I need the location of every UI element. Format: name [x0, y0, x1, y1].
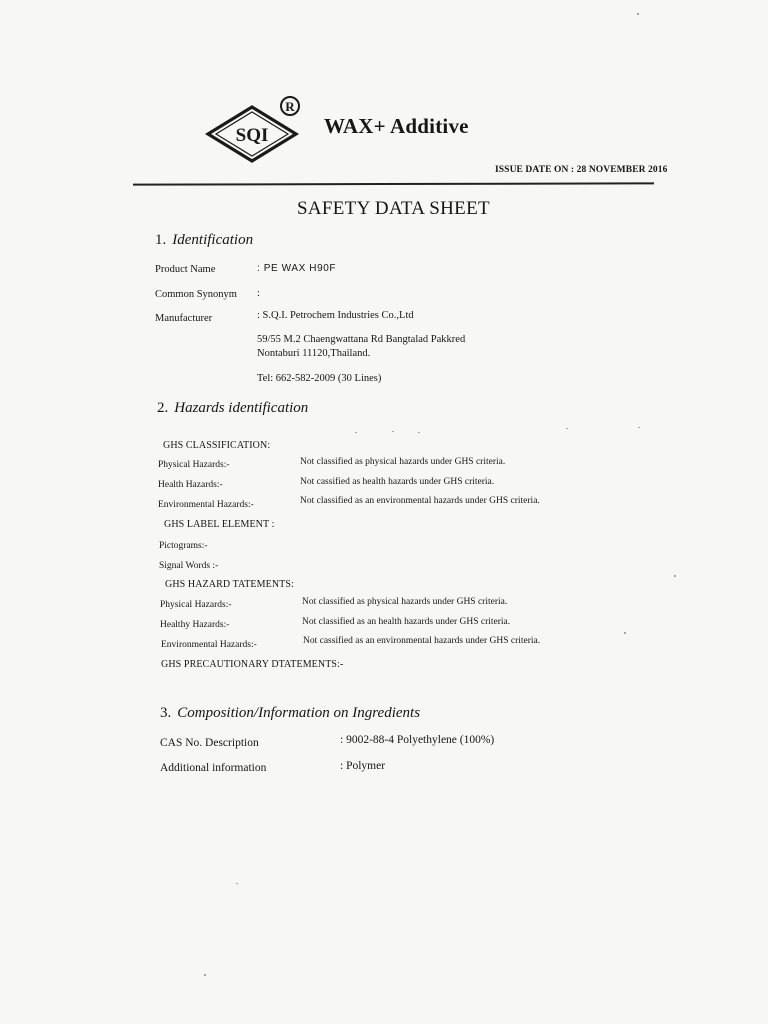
statement-environmental-label: Environmental Hazards:-	[161, 640, 257, 650]
classification-environmental-label: Environmental Hazards:-	[158, 500, 254, 510]
registered-mark: R	[285, 99, 295, 114]
address-line-2: Nontaburi 11120,Thailand.	[257, 348, 371, 359]
brand-name: WAX+ Additive	[324, 114, 469, 138]
scan-speck	[638, 427, 640, 428]
scan-speck	[566, 428, 568, 429]
scan-speck	[355, 432, 357, 433]
classification-physical-value: Not classified as physical hazards under GHS criteria.	[300, 457, 506, 467]
signal-words-label: Signal Words :-	[159, 561, 219, 571]
issue-date: ISSUE DATE ON : 28 NOVEMBER 2016	[495, 165, 668, 175]
cas-number-label: CAS No. Description	[160, 737, 259, 749]
scan-speck	[392, 431, 394, 432]
statement-health-label: Healthy Hazards:-	[160, 620, 230, 630]
manufacturer-value: : S.Q.I. Petrochem Industries Co.,Ltd	[257, 310, 414, 321]
section-1-title: Identification	[172, 232, 254, 248]
product-name-value: : PE WAX H90F	[257, 263, 337, 274]
additional-information-value: : Polymer	[340, 760, 386, 772]
scan-speck	[637, 13, 639, 15]
additional-information-label: Additional information	[160, 762, 267, 774]
section-3-heading	[160, 705, 420, 722]
product-name-label: Product Name	[155, 264, 216, 275]
scan-speck	[674, 575, 676, 577]
statement-health-value: Not classified as an health hazards under GHS criteria.	[302, 617, 511, 627]
section-1-number: 1.	[155, 232, 167, 248]
ghs-precautionary-heading: GHS PRECAUTIONARY DTATEMENTS:-	[161, 659, 344, 670]
classification-health-value: Not cassified as health hazards under GHS criteria.	[300, 477, 495, 487]
cas-number-value: : 9002-88-4 Polyethylene (100%)	[340, 734, 495, 746]
manufacturer-label: Manufacturer	[155, 313, 213, 324]
ghs-label-element-heading: GHS LABEL ELEMENT :	[164, 519, 275, 530]
address-line-1: 59/55 M.2 Chaengwattana Rd Bangtalad Pakkred	[257, 334, 466, 345]
section-3-title: Composition/Information on Ingredients	[177, 705, 421, 721]
statement-environmental-value: Not cassified as an environmental hazards under GHS criteria.	[303, 636, 541, 646]
scan-speck	[204, 974, 206, 976]
classification-health-label: Health Hazards:-	[158, 480, 223, 490]
statement-physical-value: Not classified as physical hazards under GHS criteria.	[302, 597, 508, 607]
pictograms-label: Pictograms:-	[159, 541, 208, 551]
common-synonym-value: :	[257, 288, 260, 299]
section-1-heading	[155, 232, 253, 249]
document-title: SAFETY DATA SHEET	[297, 198, 490, 219]
telephone: Tel: 662-582-2009 (30 Lines)	[257, 373, 382, 384]
scan-speck	[418, 432, 420, 433]
scan-speck	[236, 883, 238, 884]
ghs-classification-heading: GHS CLASSIFICATION:	[163, 440, 271, 451]
header-rule	[133, 182, 654, 185]
section-2-number: 2.	[157, 400, 169, 416]
common-synonym-label: Common Synonym	[155, 289, 237, 300]
section-2-heading	[157, 400, 308, 417]
ghs-hazard-statements-heading: GHS HAZARD TATEMENTS:	[165, 579, 294, 590]
scan-speck	[624, 632, 626, 634]
section-2-title: Hazards identification	[174, 400, 309, 416]
sqi-logo	[204, 94, 310, 168]
logo-text: SQI	[235, 125, 269, 146]
statement-physical-label: Physical Hazards:-	[160, 600, 232, 610]
section-3-number: 3.	[160, 705, 172, 721]
classification-physical-label: Physical Hazards:-	[158, 460, 230, 470]
classification-environmental-value: Not classified as an environmental hazards under GHS criteria.	[300, 496, 540, 506]
